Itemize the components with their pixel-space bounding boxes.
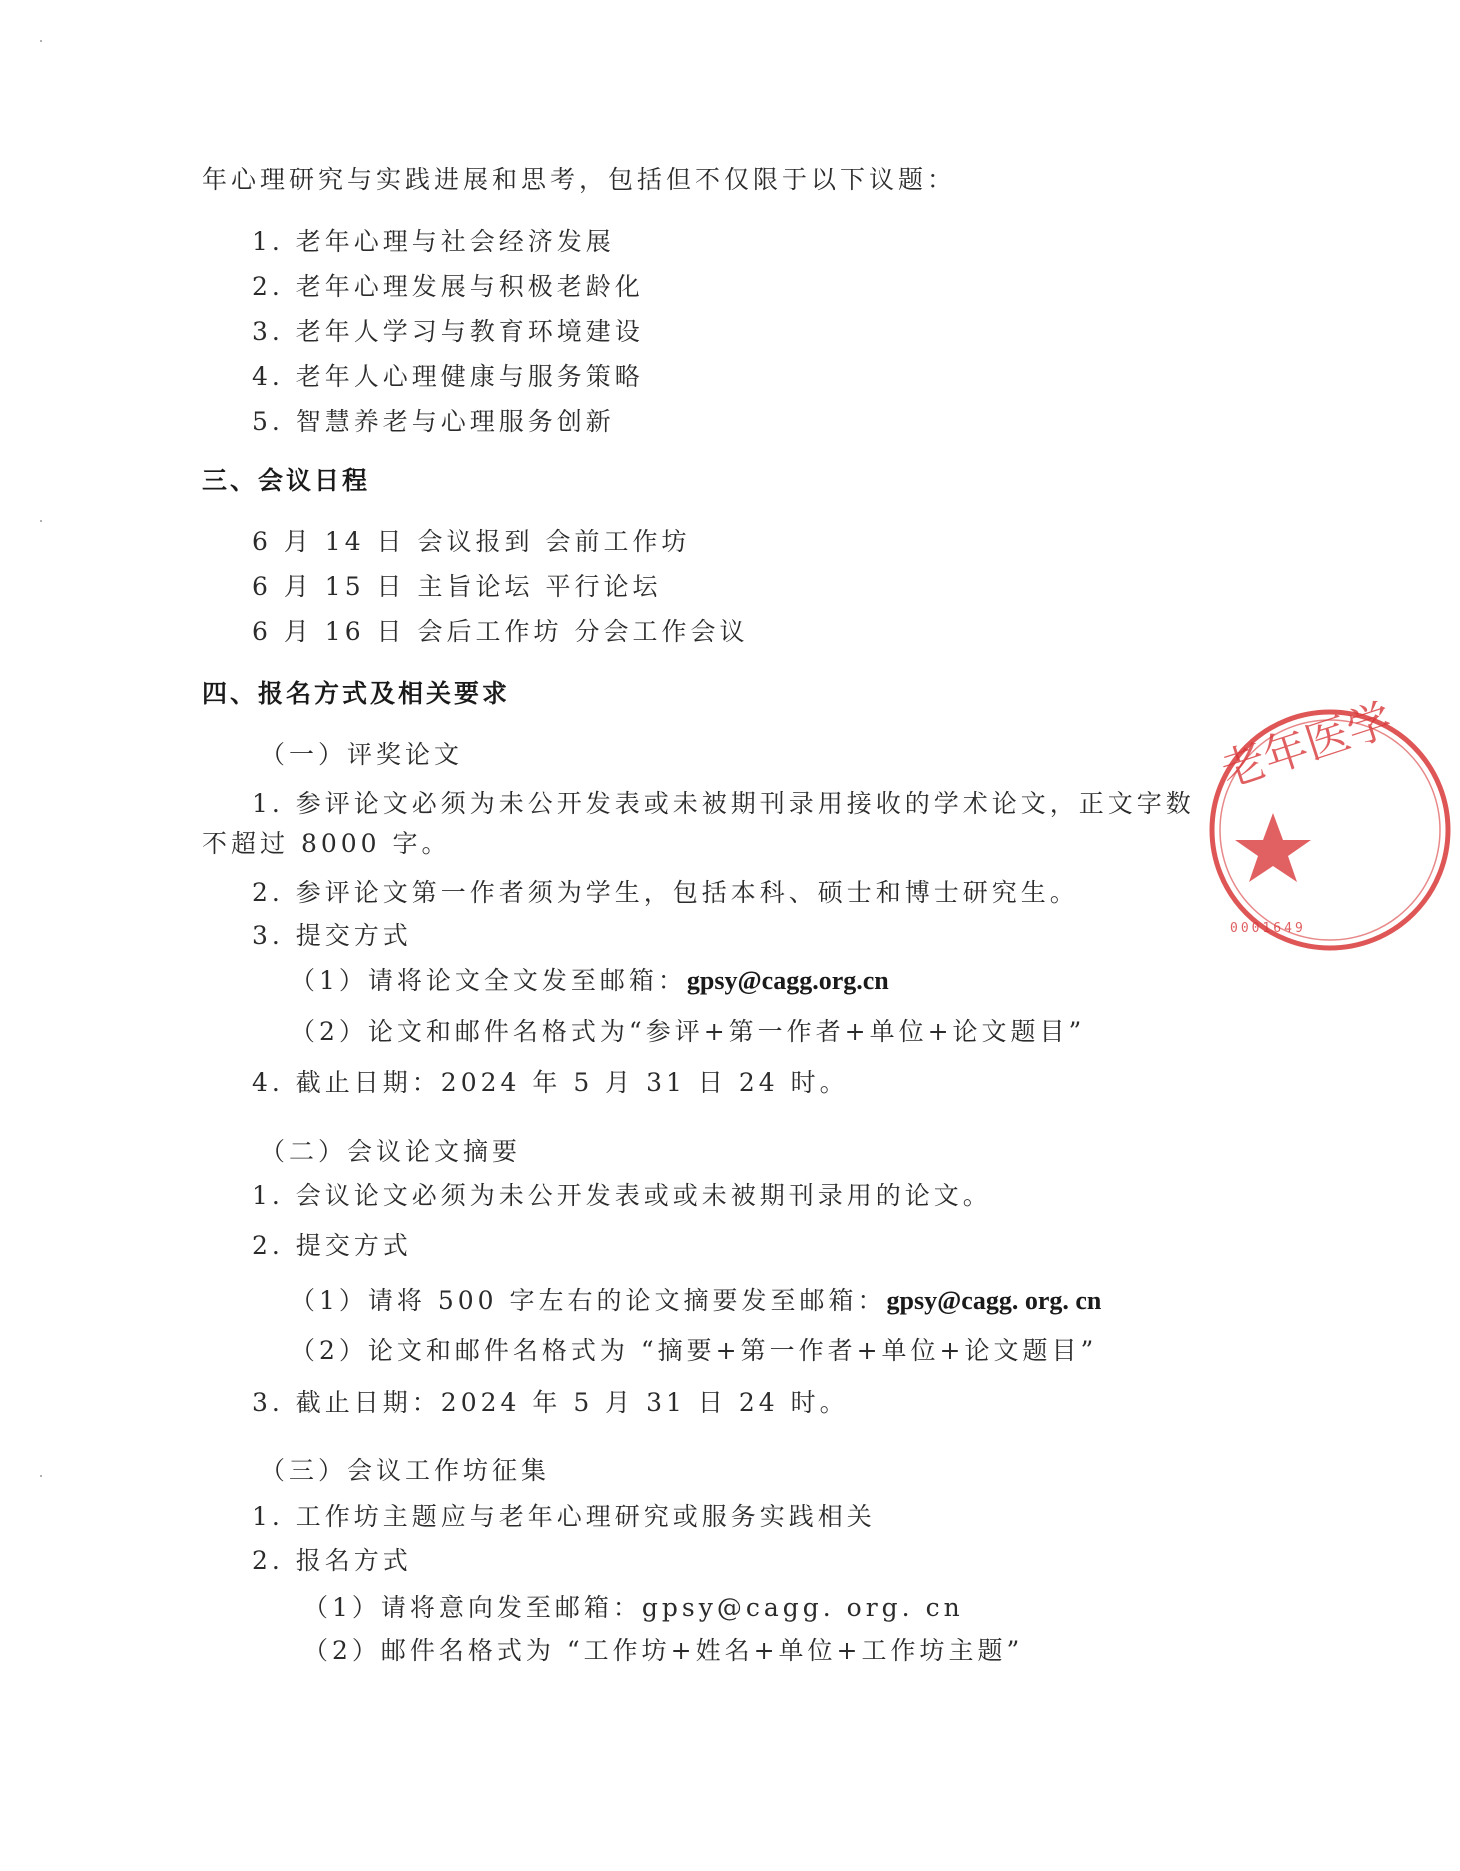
list-item: 2. 老年心理发展与积极老龄化 bbox=[252, 272, 644, 301]
scan-mark bbox=[40, 1475, 42, 1477]
svg-text:老年医学: 老年医学 bbox=[1215, 694, 1399, 798]
email-link[interactable]: gpsy@cagg.org.cn bbox=[686, 966, 889, 995]
section-heading: 四、报名方式及相关要求 bbox=[202, 679, 511, 708]
list-item: 3. 老年人学习与教育环境建设 bbox=[252, 317, 644, 346]
subsection-title: （一）评奖论文 bbox=[260, 740, 464, 769]
paragraph: 2. 报名方式 bbox=[252, 1546, 412, 1575]
paragraph: 1. 会议论文必须为未公开发表或或未被期刊录用的论文。 bbox=[252, 1181, 992, 1210]
list-item: 1. 老年心理与社会经济发展 bbox=[252, 227, 615, 256]
list-item: 5. 智慧养老与心理服务创新 bbox=[252, 407, 615, 436]
paragraph: （2）论文和邮件名格式为“参评+第一作者+单位+论文题目” bbox=[290, 1017, 1086, 1046]
intro-paragraph: 年心理研究与实践进展和思考，包括但不仅限于以下议题： bbox=[202, 165, 957, 194]
schedule-item: 6 月 14 日 会议报到 会前工作坊 bbox=[252, 527, 691, 556]
sub-item-text: （1）请将 500 字左右的论文摘要发至邮箱： bbox=[290, 1286, 887, 1315]
official-seal-icon bbox=[1200, 694, 1460, 960]
section-heading: 三、会议日程 bbox=[202, 466, 371, 495]
paragraph: 1. 参评论文必须为未公开发表或未被期刊录用接收的学术论文，正文字数 bbox=[252, 789, 1195, 818]
svg-text:0001649: 0001649 bbox=[1230, 921, 1306, 936]
paragraph bbox=[290, 961, 889, 997]
schedule-item: 6 月 15 日 主旨论坛 平行论坛 bbox=[252, 572, 662, 601]
sub-item-text: （1）请将论文全文发至邮箱： bbox=[290, 966, 687, 995]
paragraph: （2）论文和邮件名格式为 “摘要+第一作者+单位+论文题目” bbox=[290, 1336, 1098, 1365]
paragraph: 3. 截止日期：2024 年 5 月 31 日 24 时。 bbox=[252, 1388, 849, 1417]
paragraph: 不超过 8000 字。 bbox=[202, 829, 451, 858]
paragraph: （2）邮件名格式为 “工作坊+姓名+单位+工作坊主题” bbox=[303, 1636, 1024, 1665]
paragraph: 3. 提交方式 bbox=[252, 921, 412, 950]
paragraph: 2. 提交方式 bbox=[252, 1231, 412, 1260]
paragraph: 1. 工作坊主题应与老年心理研究或服务实践相关 bbox=[252, 1502, 876, 1531]
email-link[interactable]: gpsy@cagg. org. cn bbox=[886, 1286, 1102, 1315]
paragraph: （1）请将意向发至邮箱：gpsy@cagg. org. cn bbox=[303, 1593, 964, 1622]
scan-mark bbox=[40, 40, 42, 42]
paragraph: 4. 截止日期：2024 年 5 月 31 日 24 时。 bbox=[252, 1068, 849, 1097]
subsection-title: （三）会议工作坊征集 bbox=[260, 1456, 551, 1485]
schedule-item: 6 月 16 日 会后工作坊 分会工作会议 bbox=[252, 617, 749, 646]
paragraph: 2. 参评论文第一作者须为学生，包括本科、硕士和博士研究生。 bbox=[252, 878, 1079, 907]
paragraph bbox=[290, 1281, 1101, 1317]
list-item: 4. 老年人心理健康与服务策略 bbox=[252, 362, 644, 391]
scan-mark bbox=[40, 520, 42, 522]
subsection-title: （二）会议论文摘要 bbox=[260, 1137, 522, 1166]
